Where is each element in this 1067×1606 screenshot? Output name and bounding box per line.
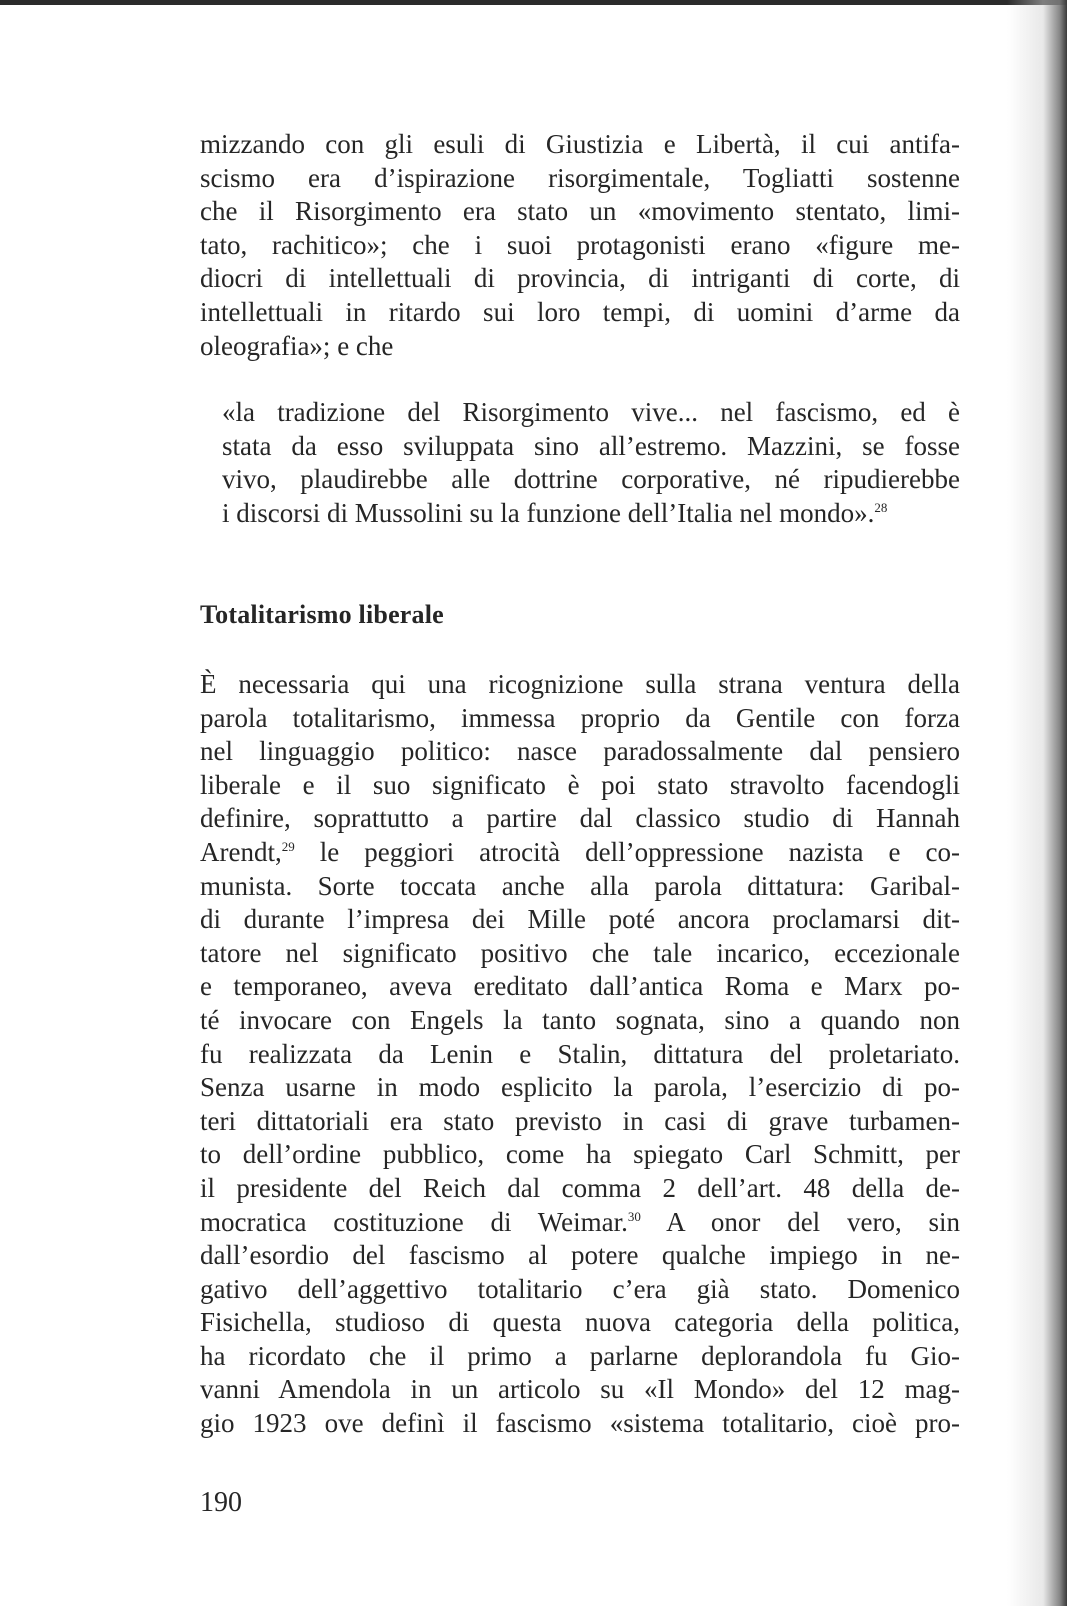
footnote-ref-28: 28 bbox=[874, 499, 888, 515]
section-heading: Totalitarismo liberale bbox=[200, 600, 444, 629]
text-line: Senza usarne in modo esplicito la parola, l’esercizio di po- bbox=[200, 1072, 960, 1103]
text-line: il presidente del Reich dal comma 2 dell’art. 48 della de- bbox=[200, 1172, 960, 1203]
quote-line: «la tradizione del Risorgimento vive... nel fascismo, ed è bbox=[222, 397, 960, 427]
block-quote bbox=[222, 396, 960, 530]
text-fragment: Arendt, bbox=[200, 836, 282, 867]
text-line-weimar bbox=[200, 1206, 960, 1240]
text-line: té invocare con Engels la tanto sognata, sino a quando non bbox=[200, 1004, 960, 1035]
top-edge-rule bbox=[0, 0, 1067, 5]
text-line: intellettuali in ritardo sui loro tempi, di uomini d’arme da bbox=[200, 296, 960, 327]
footnote-ref-29: 29 bbox=[281, 838, 295, 854]
text-line: Fisichella, studioso di questa nuova categoria della politica, bbox=[200, 1307, 960, 1338]
text-line: e temporaneo, aveva ereditato dall’antica Roma e Marx po- bbox=[200, 971, 960, 1002]
text-line: di durante l’impresa dei Mille poté ancora proclamarsi dit- bbox=[200, 904, 960, 935]
quote-line: stata da esso sviluppata sino all’estremo. Mazzini, se fosse bbox=[222, 430, 960, 461]
text-line: to dell’ordine pubblico, come ha spiegato Carl Schmitt, per bbox=[200, 1139, 960, 1170]
text-line: liberale e il suo significato è poi stato stravolto facendogli bbox=[200, 769, 960, 800]
text-line: diocri di intellettuali di provincia, di intriganti di corte, di bbox=[200, 263, 960, 294]
paragraph-totalitarismo bbox=[200, 668, 960, 1441]
page-number: 190 bbox=[200, 1487, 242, 1518]
quote-last-line bbox=[222, 497, 960, 531]
text-line: parola totalitarismo, immessa proprio da Gentile con forza bbox=[200, 702, 960, 733]
text-line: vanni Amendola in un articolo su «Il Mondo» del 12 mag- bbox=[200, 1374, 960, 1405]
quote-line-text: i discorsi di Mussolini su la funzione dell’Italia nel mondo». bbox=[222, 497, 875, 528]
text-fragment: A onor del vero, sin bbox=[640, 1206, 960, 1237]
text-fragment: le peggiori atrocità dell’oppressione nazista e co- bbox=[294, 836, 960, 867]
text-line: tato, rachitico»; che i suoi protagonisti erano «figure me- bbox=[200, 229, 960, 260]
text-line: tatore nel significato positivo che tale incarico, eccezionale bbox=[200, 937, 960, 968]
text-line: nel linguaggio politico: nasce paradossalmente dal pensiero bbox=[200, 736, 960, 767]
text-line: fu realizzata da Lenin e Stalin, dittatura del proletariato. bbox=[200, 1038, 960, 1069]
text-line-arendt bbox=[200, 836, 960, 870]
text-line: È necessaria qui una ricognizione sulla strana ventura della bbox=[200, 669, 960, 699]
text-line: dall’esordio del fascismo al potere qualche impiego in ne- bbox=[200, 1240, 960, 1271]
text-line: mizzando con gli esuli di Giustizia e Libertà, il cui antifa- bbox=[200, 129, 960, 159]
text-line: oleografia»; e che bbox=[200, 330, 394, 361]
quote-line: vivo, plaudirebbe alle dottrine corporative, né ripudierebbe bbox=[222, 464, 960, 495]
text-line: gio 1923 ove definì il fascismo «sistema totalitario, cioè pro- bbox=[200, 1408, 960, 1439]
text-line: scismo era d’ispirazione risorgimentale, Togliatti sostenne bbox=[200, 162, 960, 193]
text-fragment: mocratica costituzione di Weimar. bbox=[200, 1206, 628, 1237]
text-line: ha ricordato che il primo a parlarne deplorandola fu Gio- bbox=[200, 1340, 960, 1371]
text-line: definire, soprattutto a partire dal classico studio di Hannah bbox=[200, 803, 960, 834]
footnote-ref-30: 30 bbox=[627, 1208, 641, 1224]
paragraph-intro bbox=[200, 128, 960, 363]
book-spine-shadow bbox=[1007, 0, 1067, 1606]
text-line: teri dittatoriali era stato previsto in casi di grave turbamen- bbox=[200, 1105, 960, 1136]
text-line: gativo dell’aggettivo totalitario c’era già stato. Domenico bbox=[200, 1273, 960, 1304]
text-line: che il Risorgimento era stato un «movimento stentato, limi- bbox=[200, 196, 960, 227]
text-line: munista. Sorte toccata anche alla parola dittatura: Garibal- bbox=[200, 870, 960, 901]
